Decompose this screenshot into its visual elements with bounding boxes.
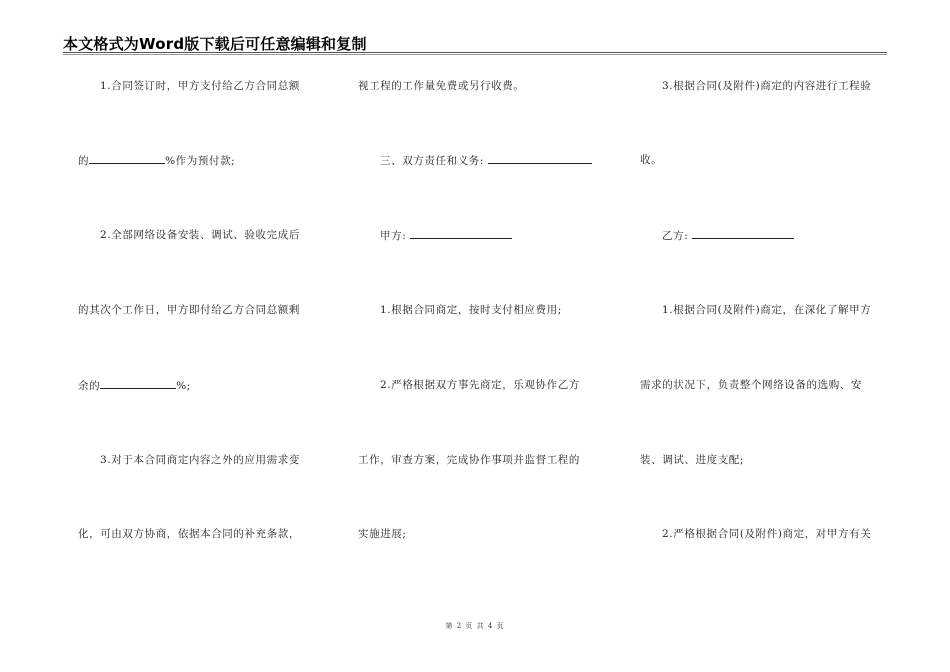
paragraph-line: 化，可由双方协商，依据本合同的补充条款， — [78, 528, 300, 540]
paragraph-line: 收。 — [640, 154, 663, 166]
header-rule-secondary — [63, 54, 887, 55]
line-text: 的 — [78, 155, 90, 167]
paragraph-line: 需求的状况下，负责整个网络设备的选购、安 — [640, 379, 862, 391]
paragraph-line: 2.严格根据双方事先商定，乐观协作乙方 — [380, 379, 580, 391]
fill-in-blank — [488, 153, 592, 164]
paragraph-line: 1.根据合同商定，按时支付相应费用; — [380, 304, 562, 316]
paragraph-line: 工作，审查方案，完成协作事项并监督工程的 — [358, 454, 580, 466]
party-b-label: 乙方: — [662, 230, 689, 242]
section-heading-line — [358, 153, 592, 168]
header-rule — [63, 52, 887, 53]
paragraph-line — [78, 378, 191, 393]
paragraph-line: 装、调试、进度支配; — [640, 454, 745, 466]
line-text: %作为预付款; — [165, 155, 236, 167]
paragraph-line: 视工程的工作量免费或另行收费。 — [358, 80, 525, 92]
paragraph-line: 2.全部网络设备安装、调试、验收完成后 — [100, 229, 300, 241]
paragraph-line — [78, 153, 235, 168]
line-text: 余的 — [78, 380, 101, 392]
fill-in-blank — [692, 228, 794, 239]
fill-in-blank — [410, 228, 512, 239]
paragraph-line: 3.对于本合同商定内容之外的应用需求变 — [100, 454, 300, 466]
paragraph-line: 实施进展; — [358, 528, 407, 540]
paragraph-line: 2.严格根据合同(及附件)商定，对甲方有关 — [662, 528, 872, 540]
party-a-label: 甲方: — [380, 230, 407, 242]
paragraph-line: 1.根据合同(及附件)商定，在深化了解甲方 — [662, 304, 872, 316]
party-line — [640, 228, 794, 243]
fill-in-blank — [100, 378, 176, 389]
paragraph-line: 的其次个工作日，甲方即付给乙方合同总额剩 — [78, 304, 300, 316]
party-line — [358, 228, 512, 243]
line-text: %; — [176, 380, 191, 392]
paragraph-line: 1.合同签订时，甲方支付给乙方合同总额 — [100, 80, 300, 92]
section-heading: 三、双方责任和义务: — [380, 155, 485, 167]
page-number-footer: 第 2 页 共 4 页 — [445, 622, 505, 630]
fill-in-blank — [89, 153, 165, 164]
document-header-title: 本文格式为Word版下载后可任意编辑和复制 — [63, 35, 367, 53]
paragraph-line: 3.根据合同(及附件)商定的内容进行工程验 — [662, 80, 872, 92]
